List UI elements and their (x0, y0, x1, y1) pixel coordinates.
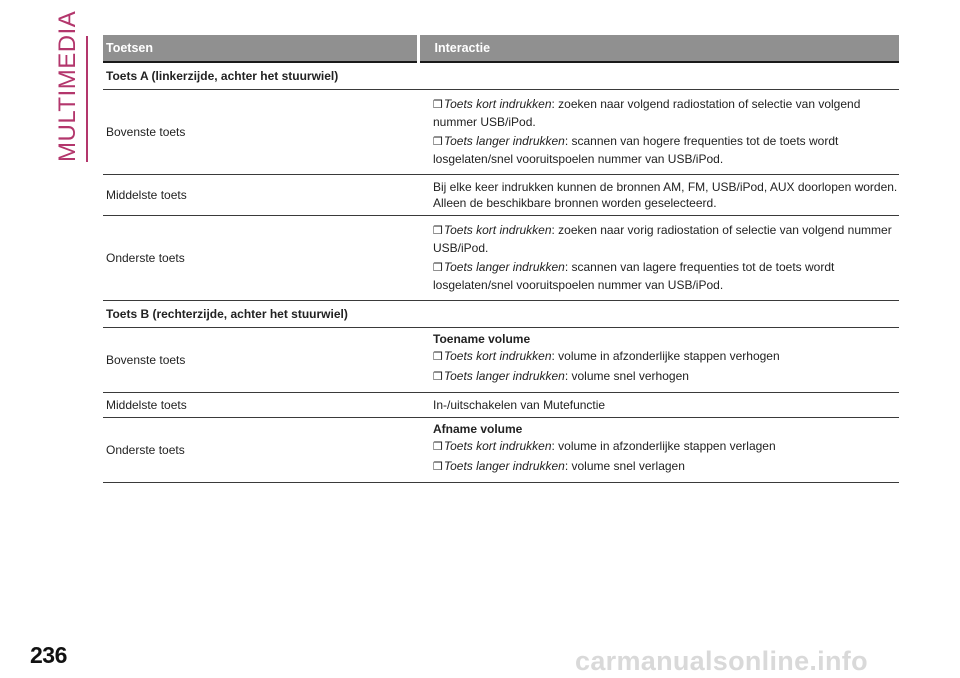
bullet-item (433, 222, 899, 257)
checkbox-bullet-icon: ❒ (433, 461, 443, 473)
row-label: Bovenste toets (103, 90, 418, 175)
row-interaction (418, 418, 899, 483)
bullet-item (433, 368, 899, 386)
bullet-item (433, 438, 899, 456)
action-description: : volume snel verhogen (564, 369, 689, 383)
checkbox-bullet-icon: ❒ (433, 262, 443, 274)
table-row (103, 393, 899, 418)
action-name: Toets kort indrukken (443, 439, 552, 453)
row-label: Middelste toets (103, 175, 418, 216)
row-label: Onderste toets (103, 216, 418, 301)
action-name: Toets langer indrukken (443, 369, 565, 383)
row-interaction (418, 216, 899, 301)
header-toetsen: Toetsen (103, 35, 418, 62)
section-row-a (103, 62, 899, 90)
action-name: Toets langer indrukken (443, 459, 565, 473)
bullet-item (433, 348, 899, 366)
interaction-heading: Afname volume (433, 422, 523, 436)
action-description: : scannen van hogere frequenties tot de toets wordt losgelaten/snel vooruitspoelen nummer van USB/iPod. (433, 134, 839, 166)
section-rule (86, 36, 88, 162)
table-row (103, 175, 899, 216)
row-label: Onderste toets (103, 418, 418, 483)
table-row (103, 418, 899, 483)
section-title: MULTIMEDIA (54, 10, 81, 162)
checkbox-bullet-icon: ❒ (433, 351, 443, 363)
row-interaction: Bij elke keer indrukken kunnen de bronnen AM, FM, USB/iPod, AUX doorlopen worden. Alleen de beschikbare bronnen worden geselecteerd. (418, 175, 899, 216)
checkbox-bullet-icon: ❒ (433, 371, 443, 383)
action-name: Toets langer indrukken (443, 134, 565, 148)
row-interaction (418, 328, 899, 393)
row-interaction (418, 90, 899, 175)
table-row (103, 216, 899, 301)
checkbox-bullet-icon: ❒ (433, 99, 443, 111)
page-number: 236 (30, 642, 67, 668)
row-interaction: In-/uitschakelen van Mutefunctie (418, 393, 899, 418)
section-heading-a: Toets A (linkerzijde, achter het stuurwiel) (103, 62, 899, 90)
bullet-item (433, 259, 899, 294)
bullet-item (433, 96, 899, 131)
action-description: : volume in afzonderlijke stappen verhogen (551, 349, 780, 363)
row-label: Middelste toets (103, 393, 418, 418)
watermark: carmanualsonline.info (575, 646, 868, 676)
action-description: : zoeken naar volgend radiostation of selectie van volgend nummer USB/iPod. (433, 97, 861, 129)
action-description: : zoeken naar vorig radiostation of selectie van volgend nummer USB/iPod. (433, 223, 892, 255)
section-heading-b: Toets B (rechterzijde, achter het stuurwiel) (103, 301, 899, 328)
checkbox-bullet-icon: ❒ (433, 441, 443, 453)
action-description: : volume in afzonderlijke stappen verlagen (551, 439, 776, 453)
table-header-row (103, 35, 899, 62)
action-name: Toets kort indrukken (443, 223, 552, 237)
action-name: Toets kort indrukken (443, 97, 552, 111)
interaction-heading: Toename volume (433, 332, 531, 346)
row-label: Bovenste toets (103, 328, 418, 393)
table-row (103, 328, 899, 393)
action-name: Toets langer indrukken (443, 260, 565, 274)
action-description: : scannen van lagere frequenties tot de toets wordt losgelaten/snel vooruitspoelen nummer van USB/iPod. (433, 260, 835, 292)
checkbox-bullet-icon: ❒ (433, 225, 443, 237)
table-row (103, 90, 899, 175)
action-description: : volume snel verlagen (564, 459, 685, 473)
bullet-item (433, 458, 899, 476)
action-name: Toets kort indrukken (443, 349, 552, 363)
checkbox-bullet-icon: ❒ (433, 136, 443, 148)
bullet-item (433, 133, 899, 168)
section-row-b (103, 301, 899, 328)
header-interactie: Interactie (418, 35, 899, 62)
controls-table (103, 35, 899, 483)
